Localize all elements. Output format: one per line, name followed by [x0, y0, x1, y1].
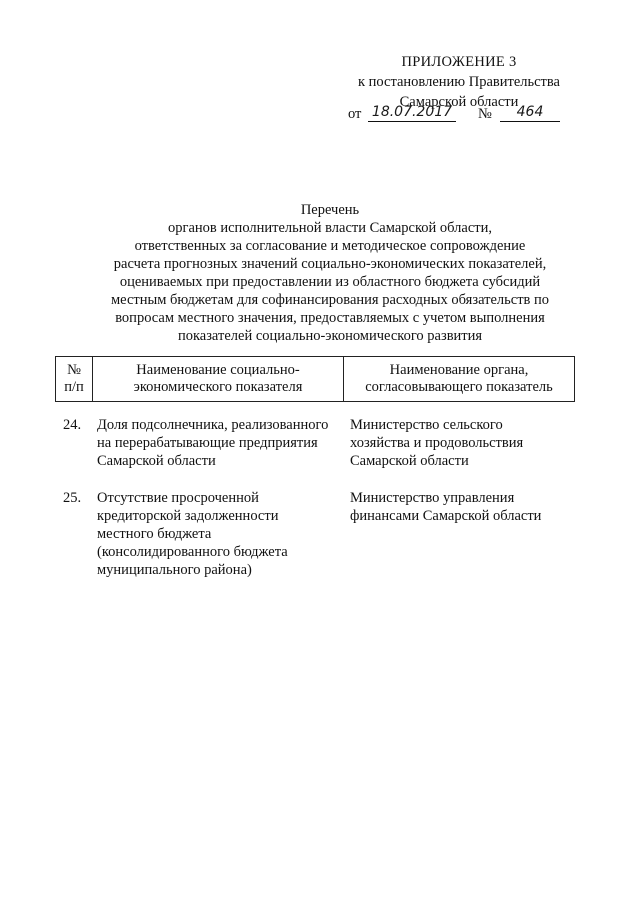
title-line: ответственных за согласование и методическое сопровождение: [134, 238, 526, 254]
indicator-table-header: [55, 356, 575, 402]
annex-region-line: Самарской области: [399, 94, 519, 110]
header-number-l2: п/п: [64, 379, 84, 395]
organization-line: Министерство управления: [350, 490, 515, 506]
handwritten-number: 464: [500, 104, 560, 122]
row-indicator: [97, 416, 347, 470]
annex-date-row: [348, 104, 568, 126]
title-line: оцениваемых при предоставлении из областного бюджета субсидий: [119, 274, 541, 290]
title-line: местным бюджетам для софинансирования расходных обязательств по: [110, 292, 550, 308]
organization-line: хозяйства и продовольствия: [350, 435, 524, 451]
row-organization: [350, 416, 575, 470]
organization-line: финансами Самарской области: [350, 508, 542, 524]
row-organization: [350, 489, 575, 525]
indicator-line: на перерабатывающие предприятия: [97, 435, 318, 451]
indicator-line: Доля подсолнечника, реализованного: [97, 417, 329, 433]
number-prefix: №: [478, 106, 492, 122]
row-number: 25.: [63, 490, 82, 506]
indicator-line: Самарской области: [97, 453, 216, 469]
header-indicator: [93, 357, 344, 402]
header-organization: [344, 357, 575, 402]
header-organization-l1: Наименование органа,: [389, 362, 529, 378]
indicator-line: кредиторской задолженности: [97, 508, 279, 524]
header-number: [56, 357, 93, 402]
title-line: вопросам местного значения, предоставляемых с учетом выполнения: [115, 310, 545, 326]
row-indicator: [97, 489, 347, 579]
row-number: 24.: [63, 417, 82, 433]
title-line: расчета прогнозных значений социально-экономических показателей,: [113, 256, 547, 272]
annex-resolution-line: к постановлению Правительства: [358, 74, 560, 90]
indicator-line: местного бюджета: [97, 526, 212, 542]
title-line: показателей социально-экономического развития: [177, 328, 483, 344]
handwritten-date: 18.07.2017: [368, 104, 456, 122]
header-indicator-l1: Наименование социально-: [136, 362, 300, 378]
table-header-row: [56, 357, 575, 402]
annex-header: [344, 52, 574, 112]
annex-title: ПРИЛОЖЕНИЕ 3: [401, 54, 517, 70]
title-line: органов исполнительной власти Самарской области,: [168, 220, 492, 236]
header-indicator-l2: экономического показателя: [133, 379, 303, 395]
organization-line: Самарской области: [350, 453, 469, 469]
document-title: [40, 201, 620, 345]
indicator-line: муниципального района): [97, 562, 252, 578]
indicator-line: (консолидированного бюджета: [97, 544, 288, 560]
title-line: Перечень: [300, 202, 360, 218]
header-organization-l2: согласовывающего показатель: [365, 379, 553, 395]
date-prefix: от: [348, 106, 362, 122]
organization-line: Министерство сельского: [350, 417, 503, 433]
indicator-line: Отсутствие просроченной: [97, 490, 259, 506]
header-number-l1: №: [67, 362, 81, 378]
